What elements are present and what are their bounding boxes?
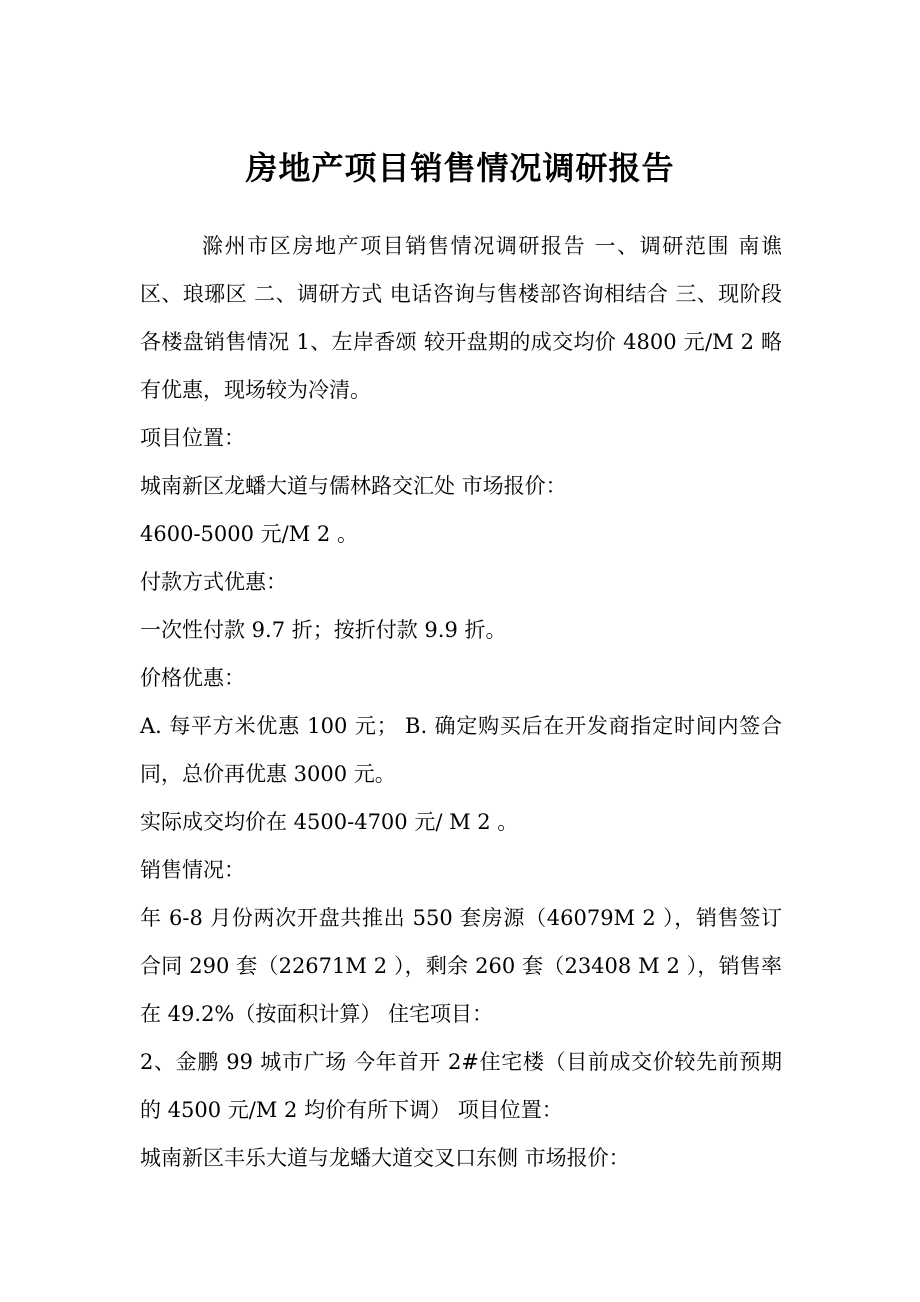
paragraph-actual-price: 实际成交均价在 4500-4700 元/ M 2 。: [140, 810, 519, 834]
paragraph-discount: A. 每平方米优惠 100 元； B. 确定购买后在开发商指定时间内签合同，总价再优惠 3000 元。: [140, 714, 782, 786]
document-title: 房地产项目销售情况调研报告: [245, 149, 675, 187]
paragraph-payment-label: 付款方式优惠：: [140, 570, 287, 594]
paragraph-intro: 滁州市区房地产项目销售情况调研报告 一、调研范围 南谯区、琅琊区 二、调研方式 电话咨询与售楼部咨询相结合 三、现阶段各楼盘销售情况 1、左岸香颂 较开盘期的成交均价 4800 元/M 2 略有优惠，现场较为冷清。: [140, 234, 782, 402]
paragraph-project-2-location: 城南新区丰乐大道与龙蟠大道交叉口东侧 市场报价：: [140, 1146, 630, 1170]
paragraph-payment: 一次性付款 9.7 折；按折付款 9.9 折。: [140, 618, 507, 642]
paragraph-sales: 年 6-8 月份两次开盘共推出 550 套房源（46079M 2 ），销售签订合同 290 套（22671M 2 ），剩余 260 套（23408 M 2 ），销售率在 49.2%（按面积计算） 住宅项目：: [140, 906, 782, 1026]
paragraph-discount-label: 价格优惠：: [140, 666, 245, 690]
document-body: [140, 222, 782, 1182]
paragraph-sales-label: 销售情况：: [140, 858, 245, 882]
paragraph-price: 4600-5000 元/M 2 。: [140, 522, 358, 546]
paragraph-location-label: 项目位置：: [140, 426, 245, 450]
paragraph-project-2: 2、金鹏 99 城市广场 今年首开 2#住宅楼（目前成交价较先前预期的 4500 元/M 2 均价有所下调） 项目位置：: [140, 1050, 782, 1122]
paragraph-location: 城南新区龙蟠大道与儒林路交汇处 市场报价：: [140, 474, 567, 498]
